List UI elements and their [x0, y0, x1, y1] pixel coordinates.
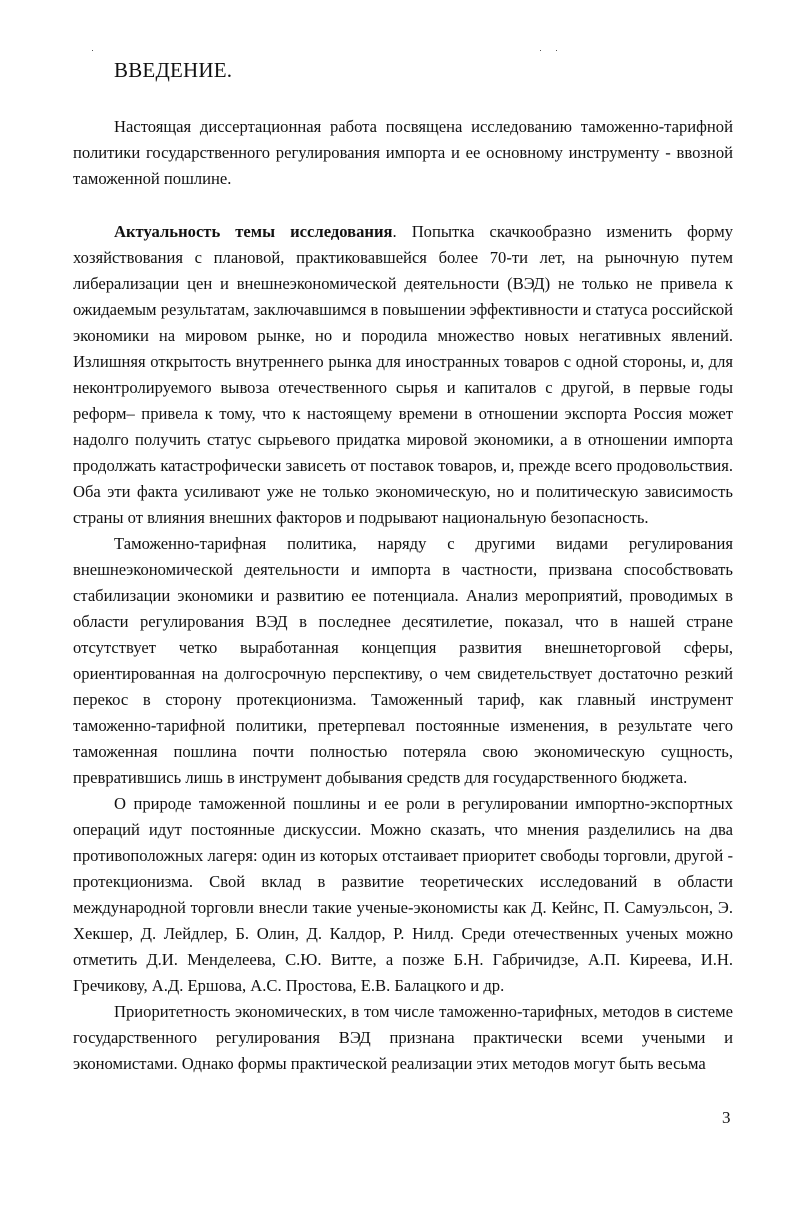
scan-speck — [540, 50, 541, 51]
scan-speck — [556, 50, 557, 51]
relevance-title: Актуальность темы исследования — [114, 222, 393, 241]
relevance-body: . Попытка скачкообразно изменить форму хозяйствования с плановой, практиковавшейся более 70-ти лет, на рыночную путем либерализации цен и внешнеэкономической деятельности (ВЭД) не только не привела к ожидаемым результатам, заключавшимся в повышении эффективности и статуса российской экономики на мировом рынке, но и породила множество новых негативных явлений. Излишняя открытость внутреннего рынка для иностранных товаров с одной стороны, и, для неконтролируемого вывоза отечественного сырья и капиталов с другой, в первые годы реформ– привела к тому, что к настоящему времени в отношении экспорта Россия может надолго получить статус сырьевого придатка мировой экономики, а в отношении импорта продолжать катастрофически зависеть от поставок товаров, и, прежде всего продовольствия. Оба эти факта усиливают уже не только экономическую, но и политическую зависимость страны от влияния внешних факторов и подрывают национальную безопасность. — [73, 222, 734, 527]
section-heading: ВВЕДЕНИЕ. — [114, 58, 233, 82]
intro-paragraph: Настоящая диссертационная работа посвящена исследованию таможенно-тарифной политики государственного регулирования импорта и ее основному инструменту - ввозной таможенной пошлине. — [73, 117, 733, 188]
relevance-paragraph — [73, 218, 733, 531]
priority-paragraph: Приоритетность экономических, в том числе таможенно-тарифных, методов в системе государственного регулирования ВЭД признана практически всеми учеными и экономистами. Однако формы практической реализации этих методов могут быть весьма — [73, 1002, 733, 1073]
scan-speck — [92, 50, 93, 51]
page-number: 3 — [722, 1108, 731, 1127]
nature-paragraph: О природе таможенной пошлины и ее роли в регулировании импортно-экспортных операций идут постоянные дискуссии. Можно сказать, что мнения разделились на два противоположных лагеря: один из которых отстаивает приоритет свободы торговли, другой - протекционизма. Свой вклад в развитие теоретических исследований в области международной торговли внесли такие ученые-экономисты как Д. Кейнс, П. Самуэльсон, Э. Хекшер, Д. Лейдлер, Б. Олин, Д. Калдор, Р. Нилд. Среди отечественных ученых можно отметить Д.И. Менделеева, С.Ю. Витте, а позже Б.Н. Габричидзе, А.П. Киреева, И.Н. Гречикову, А.Д. Ершова, А.С. Простова, Е.В. Балацкого и др. — [73, 794, 733, 995]
body-text — [73, 114, 733, 1077]
policy-paragraph: Таможенно-тарифная политика, наряду с другими видами регулирования внешнеэкономической деятельности и импорта в частности, призвана способствовать стабилизации экономики и развитию ее потенциала. Анализ мероприятий, проводимых в области регулирования ВЭД в последнее десятилетие, показал, что в нашей стране отсутствует четко выработанная концепция развития внешнеторговой сферы, ориентированная на долгосрочную перспективу, о чем свидетельствует достаточно резкий перекос в сторону протекционизма. Таможенный тариф, как главный инструмент таможенно-тарифной политики, претерпевал постоянные изменения, в результате чего таможенная пошлина почти полностью потеряла свою экономическую сущность, превратившись лишь в инструмент добывания средств для государственного бюджета. — [73, 534, 733, 787]
